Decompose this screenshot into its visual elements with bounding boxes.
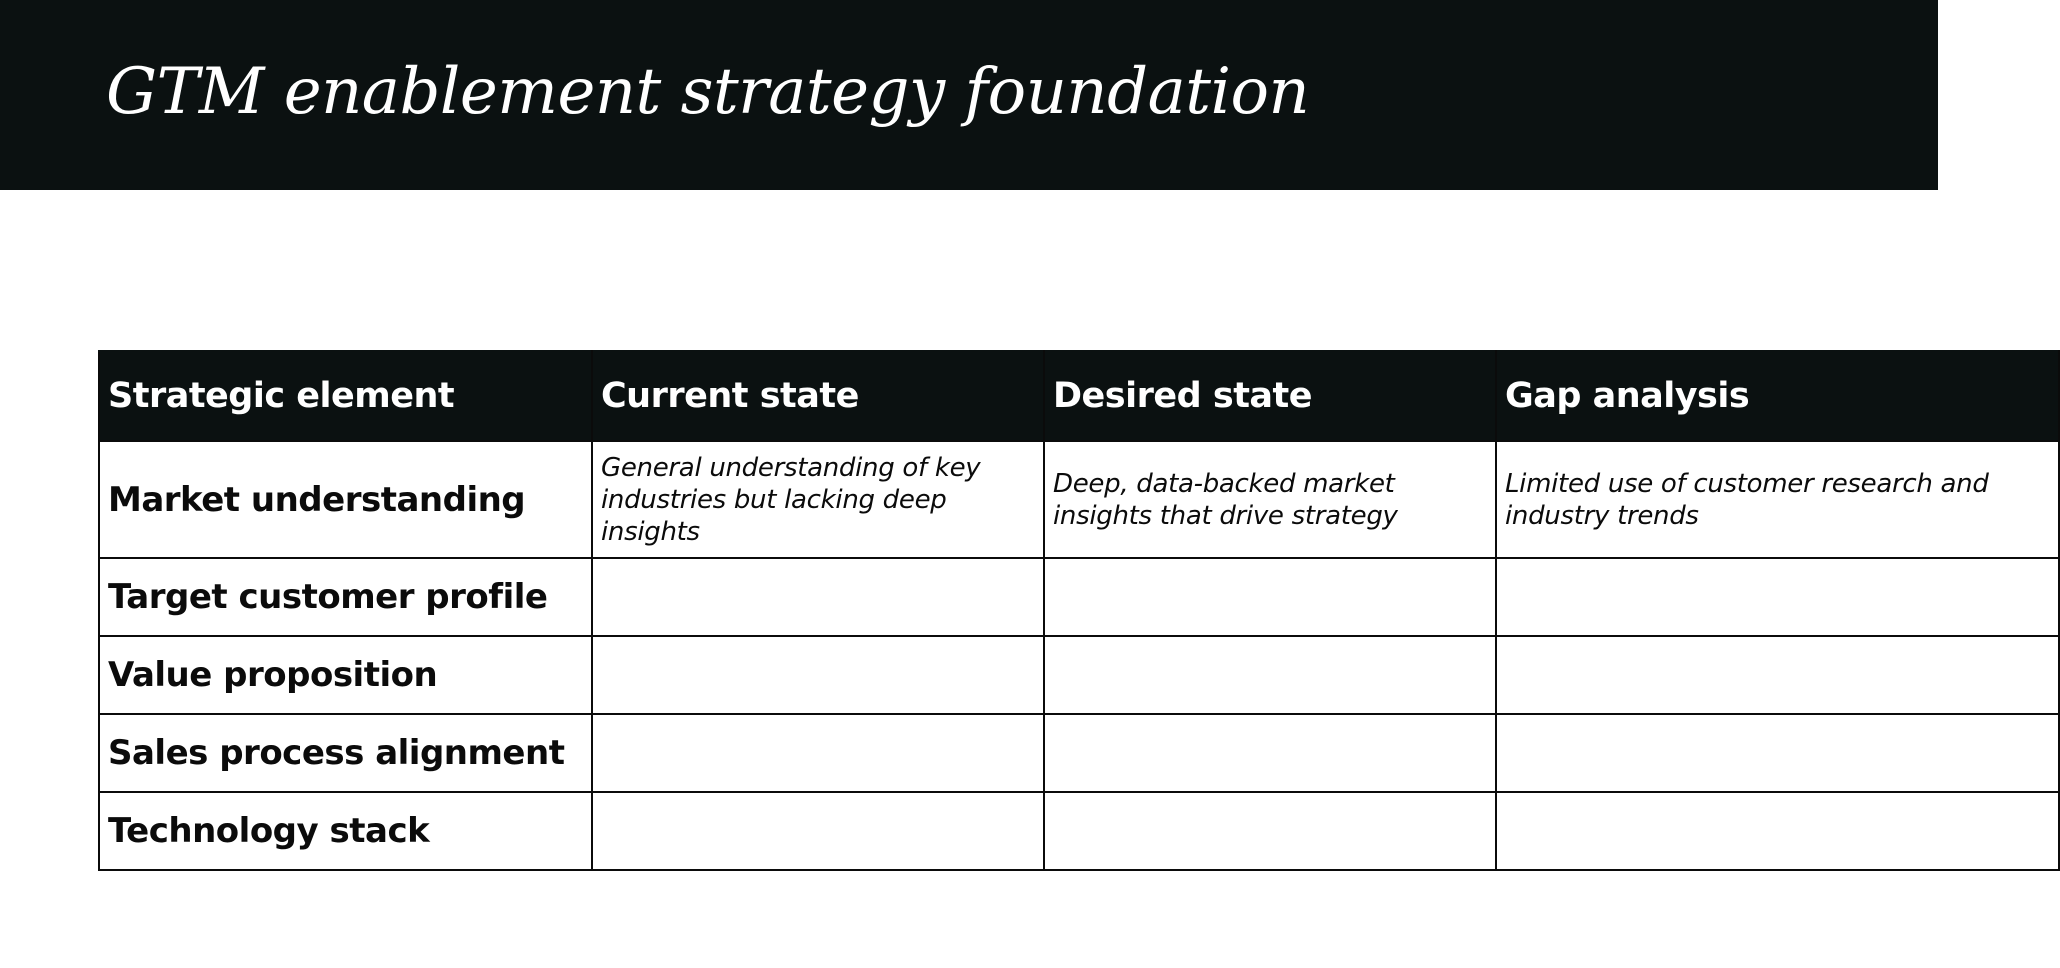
cell-gap-analysis[interactable]: Limited use of customer research and industry trends (1496, 441, 2059, 558)
row-label-value-proposition: Value proposition (99, 636, 592, 714)
row-label-market-understanding: Market understanding (99, 441, 592, 558)
header-row (99, 351, 2059, 441)
cell-gap-analysis[interactable] (1496, 558, 2059, 636)
cell-current-state[interactable] (592, 714, 1044, 792)
column-header-current-state: Current state (592, 351, 1044, 441)
column-header-desired-state: Desired state (1044, 351, 1496, 441)
cell-current-state[interactable] (592, 636, 1044, 714)
row-label-target-customer-profile: Target customer profile (99, 558, 592, 636)
cell-current-state[interactable]: General understanding of key industries but lacking deep insights (592, 441, 1044, 558)
cell-gap-analysis[interactable] (1496, 714, 2059, 792)
strategy-table (98, 350, 2060, 871)
table-row (99, 441, 2059, 558)
cell-gap-analysis[interactable] (1496, 792, 2059, 870)
cell-desired-state[interactable]: Deep, data-backed market insights that drive strategy (1044, 441, 1496, 558)
cell-desired-state[interactable] (1044, 636, 1496, 714)
table-row (99, 792, 2059, 870)
table-row (99, 558, 2059, 636)
cell-gap-analysis[interactable] (1496, 636, 2059, 714)
title-banner (0, 0, 1938, 190)
row-label-technology-stack: Technology stack (99, 792, 592, 870)
table-header (99, 351, 2059, 441)
table-row (99, 636, 2059, 714)
cell-current-state[interactable] (592, 792, 1044, 870)
table-row (99, 714, 2059, 792)
cell-desired-state[interactable] (1044, 792, 1496, 870)
cell-desired-state[interactable] (1044, 714, 1496, 792)
cell-desired-state[interactable] (1044, 558, 1496, 636)
row-label-sales-process-alignment: Sales process alignment (99, 714, 592, 792)
strategy-table-container (98, 350, 1989, 882)
column-header-strategic-element: Strategic element (99, 351, 592, 441)
cell-current-state[interactable] (592, 558, 1044, 636)
page-title: GTM enablement strategy foundation (106, 55, 1310, 129)
table-body (99, 441, 2059, 870)
column-header-gap-analysis: Gap analysis (1496, 351, 2059, 441)
